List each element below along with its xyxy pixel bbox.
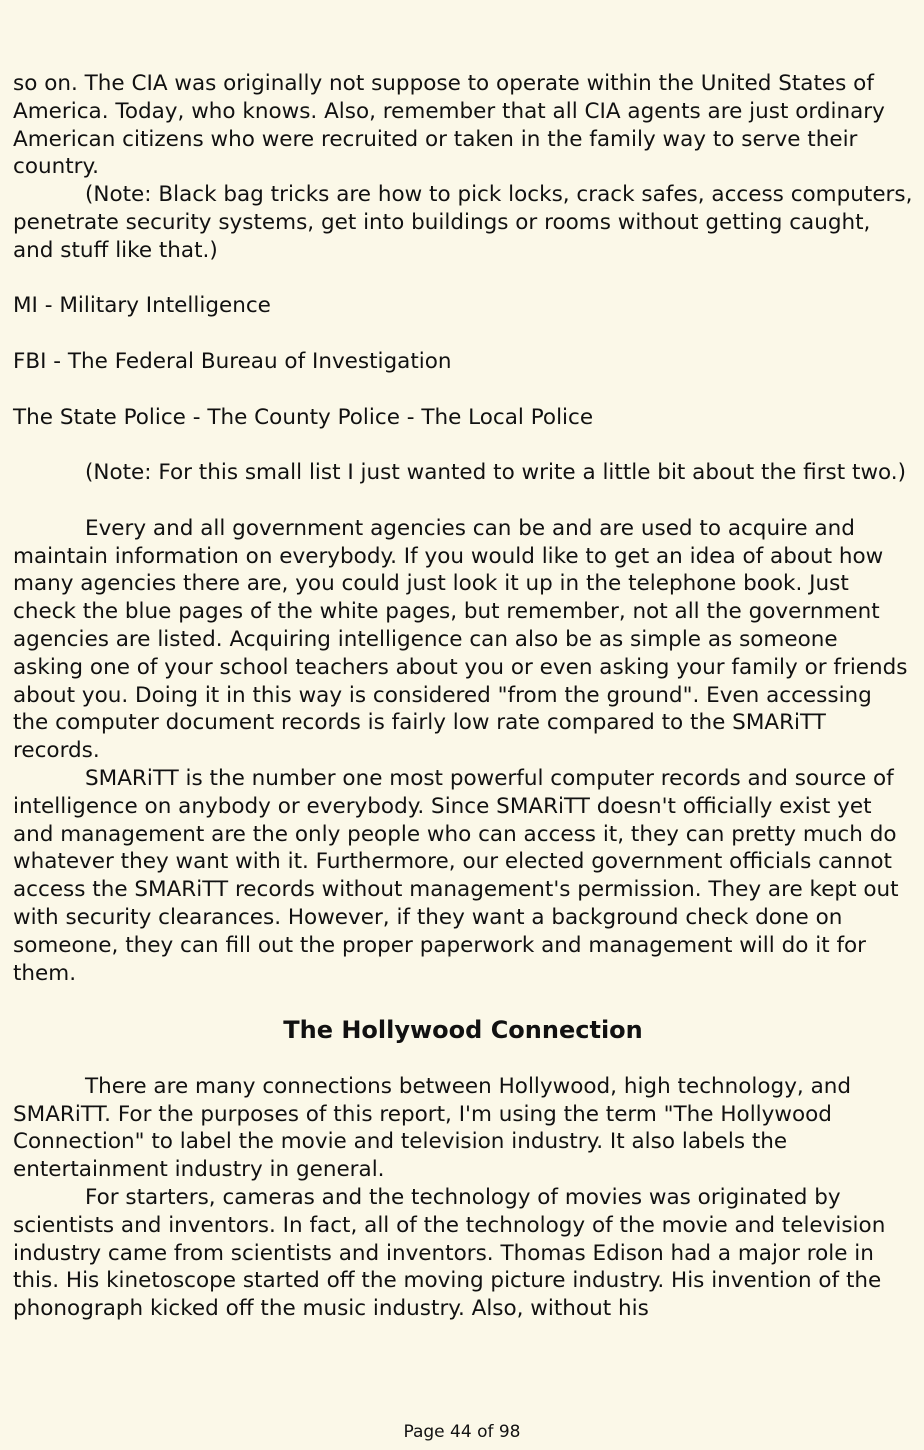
paragraph-government-agencies: Every and all government agencies can be and are used to acquire and maintain information on everybody. If you would like to get an idea of about how many agencies there are, you could just look it up in the telephone book. Just check the blue pages of the white pages, but remember, not all the government agencies are listed. Acquiring intelligence can also be as simple as someone asking one of your school teachers about you or even asking your family or friends about you. Doing it in this way is considered "from the ground". Even accessing the computer document records is fairly low rate compared to the SMARiTT records. [13, 515, 908, 764]
spacer [13, 376, 913, 404]
paragraph-hollywood-technology: For starters, cameras and the technology of movies was originated by scientists and inventors. In fact, all of the technology of the movie and television industry came from scientists and inventors. Thomas Edison had a major role in this. His kinetoscope started off the moving picture industry. His invention of the phonograph kicked off the music industry. Also, without his [13, 1185, 886, 1322]
page-number-footer: Page 44 of 98 [403, 1422, 521, 1442]
spacer [13, 1045, 913, 1073]
spacer [13, 265, 913, 293]
document-page [13, 70, 913, 1323]
list-item-police: The State Police - The County Police - The Local Police [13, 404, 594, 430]
paragraph-hollywood-intro: There are many connections between Hollywood, high technology, and SMARiTT. For the purposes of this report, I'm using the term "The Hollywood Connection" to label the movie and television industry. It also labels the entertainment industry in general. [13, 1073, 852, 1183]
spacer [13, 431, 913, 459]
paragraph-small-list-note: (Note: For this small list I just wanted to write a little bit about the first two.) [85, 460, 907, 486]
spacer [13, 487, 913, 515]
paragraph-smaritt-records: SMARiTT is the number one most powerful computer records and source of intelligence on anybody or everybody. Since SMARiTT doesn't officially exist yet and management are the only people who can access it, they can pretty much do whatever they want with it. Furthermore, our elected government officials cannot access the SMARiTT records without management's permission. They are kept out with security clearances. However, if they want a background check done on someone, they can fill out the proper paperwork and management will do it for them. [13, 765, 899, 986]
paragraph-black-bag-note: (Note: Black bag tricks are how to pick locks, crack safes, access computers, penetrate security systems, get into buildings or rooms without getting caught, and stuff like that.) [13, 182, 913, 263]
spacer [13, 987, 913, 1015]
section-heading: The Hollywood Connection [283, 1016, 643, 1045]
list-item-mi: MI - Military Intelligence [13, 293, 271, 319]
list-item-fbi: FBI - The Federal Bureau of Investigation [13, 348, 452, 374]
paragraph-cia-continuation: so on. The CIA was originally not suppose to operate within the United States of America. Today, who knows. Also, remember that all CIA agents are just ordinary American citizens who were recruited or taken in the family way to serve their country. [13, 71, 885, 180]
spacer [13, 320, 913, 348]
